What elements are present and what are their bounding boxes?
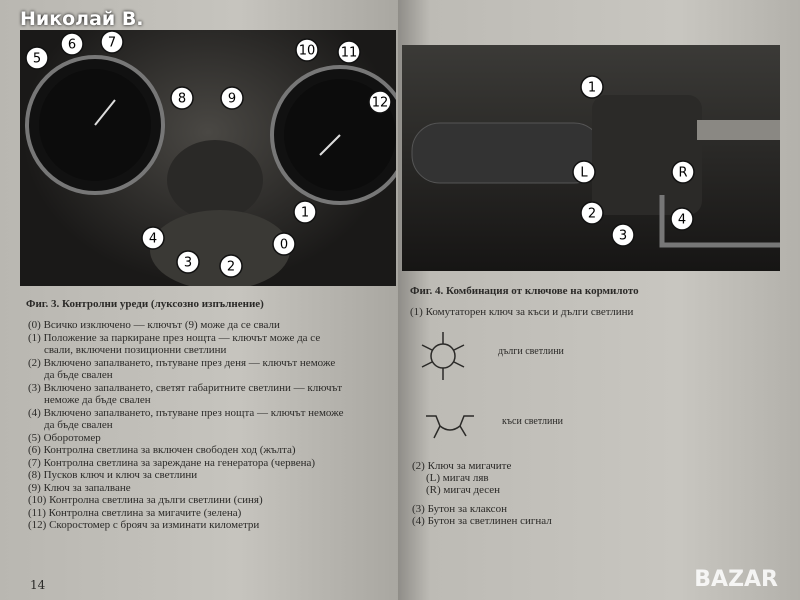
callout-number: 8 (177, 91, 187, 107)
instrument-cluster-photo (20, 30, 396, 286)
legend-number: (9) (28, 481, 41, 494)
legend-item (28, 519, 343, 532)
callout-number: 5 (32, 51, 42, 67)
legend-text: Всичко изключено — ключът (9) може да се свали (43, 319, 280, 331)
callout-number: 7 (107, 35, 117, 51)
legend-text: Включено запалването, светят габаритните светлини — ключът (43, 381, 343, 394)
legend-item-r: (R) мигач десен (426, 484, 501, 496)
legend-item-1: (1) Комутаторен ключ за къси и дълги светлини (410, 306, 634, 318)
callout-number: 10 (298, 43, 316, 59)
legend-number: (10) (28, 494, 47, 506)
legend-text: Скоростомер с брояч за изминати километри (49, 519, 260, 531)
legend-number: (2) (28, 356, 41, 369)
legend-continuation: да бъде свален (44, 419, 113, 431)
legend-number: (7) (28, 456, 41, 469)
legend-number: (5) (28, 431, 41, 444)
legend-text: Включено запалването, пътуване през деня — ключът неможе (43, 356, 336, 369)
right-page (398, 0, 800, 600)
page-number: 14 (30, 578, 46, 592)
figure-3-legend (28, 319, 343, 532)
handlebar-switch-photo (402, 45, 780, 271)
legend-number: (3) (28, 381, 41, 394)
legend-text: Контролна светлина за мигачите (зелена) (48, 506, 242, 519)
callout-number: 1 (587, 80, 597, 96)
bazar-logo: BAZAR (694, 567, 778, 592)
figure-3-caption: Фиг. 3. Контролни уреди (луксозно изпълнение) (26, 298, 264, 310)
legend-item (28, 357, 343, 370)
legend-continuation: свали, включени позиционни светлини (44, 344, 227, 356)
callout-number: 9 (227, 91, 237, 107)
legend-text: Пусков ключ и ключ за светлини (43, 469, 198, 481)
callout-number: R (678, 165, 688, 181)
legend-item-l: (L) мигач ляв (426, 472, 489, 484)
high-beam-icon (418, 330, 468, 382)
legend-number: (1) (28, 331, 41, 344)
callout-number: 4 (677, 212, 687, 228)
legend-number: (11) (28, 506, 46, 519)
callout-number: 11 (340, 45, 358, 61)
legend-text: Положение за паркиране през нощта — ключът може да се (43, 331, 321, 344)
legend-item-4: (4) Бутон за светлинен сигнал (412, 515, 552, 527)
callout-number: 2 (226, 259, 236, 275)
legend-item (28, 444, 343, 457)
legend-item (28, 332, 343, 345)
legend-continuation: неможе да бъде свален (44, 394, 151, 406)
legend-item (28, 319, 343, 332)
low-beam-label: къси светлини (502, 416, 564, 427)
legend-item (28, 482, 343, 495)
legend-item (28, 494, 343, 507)
legend-text: Ключ за запалване (43, 481, 131, 494)
legend-number: (12) (28, 519, 47, 531)
callout-number: 4 (148, 231, 158, 247)
legend-item (28, 407, 343, 420)
callout-number: 6 (67, 37, 77, 53)
callout-number: 3 (183, 255, 193, 271)
callouts-left (20, 30, 396, 286)
low-beam-icon (424, 412, 476, 442)
legend-item (28, 432, 343, 445)
callout-number: L (580, 165, 588, 181)
left-page (0, 0, 398, 600)
figure-4-caption: Фиг. 4. Комбинация от ключове на кормилото (410, 285, 639, 297)
callout-number: 2 (587, 206, 597, 222)
legend-number: (4) (28, 406, 41, 419)
legend-item (28, 457, 343, 470)
legend-item (28, 507, 343, 520)
callout-number: 0 (279, 237, 289, 253)
legend-continuation: да бъде свален (44, 369, 113, 381)
legend-text: Контролна светлина за включен свободен ход (жълта) (43, 444, 296, 456)
high-beam-label: дълги светлини (498, 346, 564, 357)
legend-text: Оборотомер (43, 431, 101, 444)
callouts-right (402, 45, 780, 271)
legend-text: Контролна светлина за дълги светлини (синя) (49, 494, 263, 506)
legend-item-3: (3) Бутон за клаксон (412, 503, 507, 515)
callout-number: 3 (618, 228, 628, 244)
legend-text: Контролна светлина за зареждане на генератора (червена) (43, 456, 316, 469)
legend-item (28, 469, 343, 482)
legend-text: Включено запалването, пътуване през нощта — ключът неможе (43, 406, 344, 419)
legend-item (28, 382, 343, 395)
callout-number: 12 (371, 95, 389, 111)
watermark-text: Николай В. (20, 8, 144, 30)
legend-number: (8) (28, 469, 41, 481)
legend-number: (0) (28, 319, 41, 331)
legend-item-2: (2) Ключ за мигачите (412, 460, 512, 472)
legend-number: (6) (28, 444, 41, 456)
callout-number: 1 (300, 205, 310, 221)
